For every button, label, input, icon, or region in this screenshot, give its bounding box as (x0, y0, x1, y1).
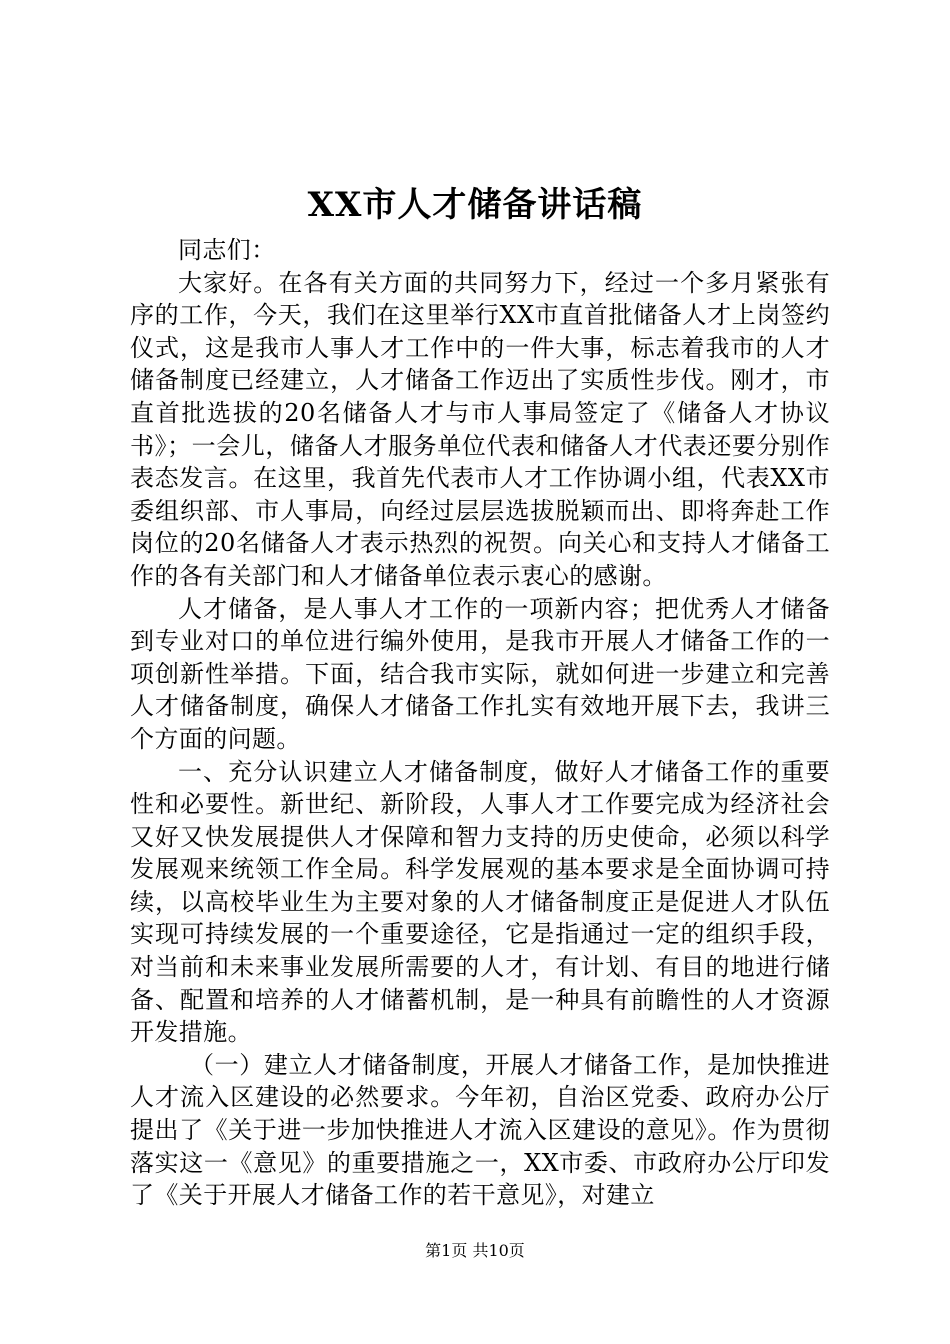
salutation-paragraph: 同志们： (178, 236, 276, 264)
body-paragraph: 大家好。在各有关方面的共同努力下，经过一个多月紧张有序的工作，今天，我们在这里举行XX市直首批储备人才上岗签约仪式，这是我市人事人才工作中的一件大事，标志着我市的人才储备制度已经建立，人才储备工作迈出了实质性步伐。刚才，市直首批选拔的20名储备人才与市人事局签定了《储备人才协议书》；一会儿，储备人才服务单位代表和储备人才代表还要分别作表态发言。在这里，我首先代表市人才工作协调小组，代表XX市委组织部、市人事局，向经过层层选拔脱颖而出、即将奔赴工作岗位的20名储备人才表示热烈的祝贺。向关心和支持人才储备工作的各有关部门和人才储备单位表示衷心的感谢。 (130, 268, 830, 590)
document-title: XX市人才储备讲话稿 (307, 185, 643, 225)
subsection-one-paragraph: （一）建立人才储备制度，开展人才储备工作，是加快推进人才流入区建设的必然要求。今年初，自治区党委、政府办公厅提出了《关于进一步加快推进人才流入区建设的意见》。作为贯彻落实这一《意见》的重要措施之一，XX市委、市政府办公厅印发了《关于开展人才储备工作的若干意见》，对建立 (130, 1050, 830, 1210)
document-body (130, 234, 830, 1212)
page-number-footer: 第1页 共10页 (425, 1241, 525, 1260)
body-paragraph: 人才储备，是人事人才工作的一项新内容；把优秀人才储备到专业对口的单位进行编外使用，是我市开展人才储备工作的一项创新性举措。下面，结合我市实际，就如何进一步建立和完善人才储备制度，确保人才储备工作扎实有效地开展下去，我讲三个方面的问题。 (130, 594, 830, 753)
section-one-paragraph: 一、充分认识建立人才储备制度，做好人才储备工作的重要性和必要性。新世纪、新阶段，人事人才工作要完成为经济社会又好又快发展提供人才保障和智力支持的历史使命，必须以科学发展观来统领工作全局。科学发展观的基本要求是全面协调可持续，以高校毕业生为主要对象的人才储备制度正是促进人才队伍实现可持续发展的一个重要途径，它是指通过一定的组织手段，对当前和未来事业发展所需要的人才，有计划、有目的地进行储备、配置和培养的人才储蓄机制，是一种具有前瞻性的人才资源开发措施。 (130, 757, 830, 1047)
